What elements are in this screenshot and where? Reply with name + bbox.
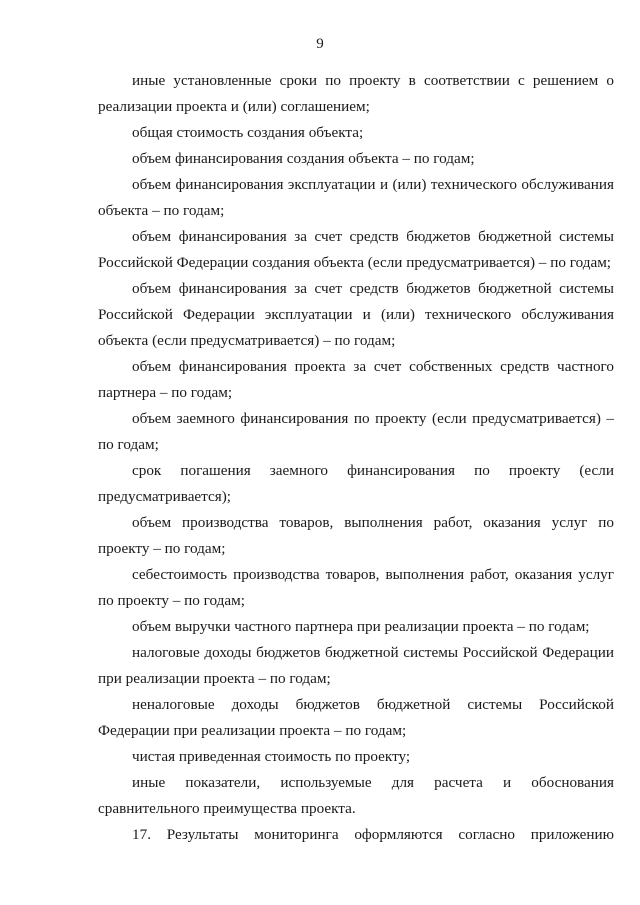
paragraph: объем заемного финансирования по проекту (если предусматривается) – по годам; <box>98 410 614 453</box>
paragraph: неналоговые доходы бюджетов бюджетной системы Российской Федерации при реализации проекта – по годам; <box>98 696 614 739</box>
paragraph: себестоимость производства товаров, выполнения работ, оказания услуг по проекту – по годам; <box>98 566 614 609</box>
paragraph: налоговые доходы бюджетов бюджетной системы Российской Федерации при реализации проекта – по годам; <box>98 644 614 687</box>
paragraph: 17. Результаты мониторинга оформляются согласно приложению <box>132 826 614 843</box>
paragraph: объем производства товаров, выполнения работ, оказания услуг по проекту – по годам; <box>98 514 614 557</box>
paragraph: иные установленные сроки по проекту в соответствии с решением о реализации проекта и (или) соглашением; <box>98 72 614 115</box>
document-body <box>98 68 614 848</box>
paragraph: объем финансирования проекта за счет собственных средств частного партнера – по годам; <box>98 358 614 401</box>
page-number: 9 <box>316 36 324 52</box>
paragraph: объем финансирования за счет средств бюджетов бюджетной системы Российской Федерации эксплуатации и (или) технического обслуживания объекта (если предусматривается) – по годам; <box>98 280 614 349</box>
paragraph: срок погашения заемного финансирования по проекту (если предусматривается); <box>98 462 614 505</box>
paragraph: объем финансирования создания объекта – по годам; <box>132 150 475 167</box>
paragraph: объем финансирования эксплуатации и (или) технического обслуживания объекта – по годам; <box>98 176 614 219</box>
paragraph: объем финансирования за счет средств бюджетов бюджетной системы Российской Федерации создания объекта (если предусматривается) – по годам; <box>98 228 614 271</box>
paragraph: иные показатели, используемые для расчета и обоснования сравнительного преимущества проекта. <box>98 774 614 817</box>
paragraph: общая стоимость создания объекта; <box>132 124 364 141</box>
paragraph: объем выручки частного партнера при реализации проекта – по годам; <box>132 618 590 635</box>
paragraph: чистая приведенная стоимость по проекту; <box>132 748 411 765</box>
